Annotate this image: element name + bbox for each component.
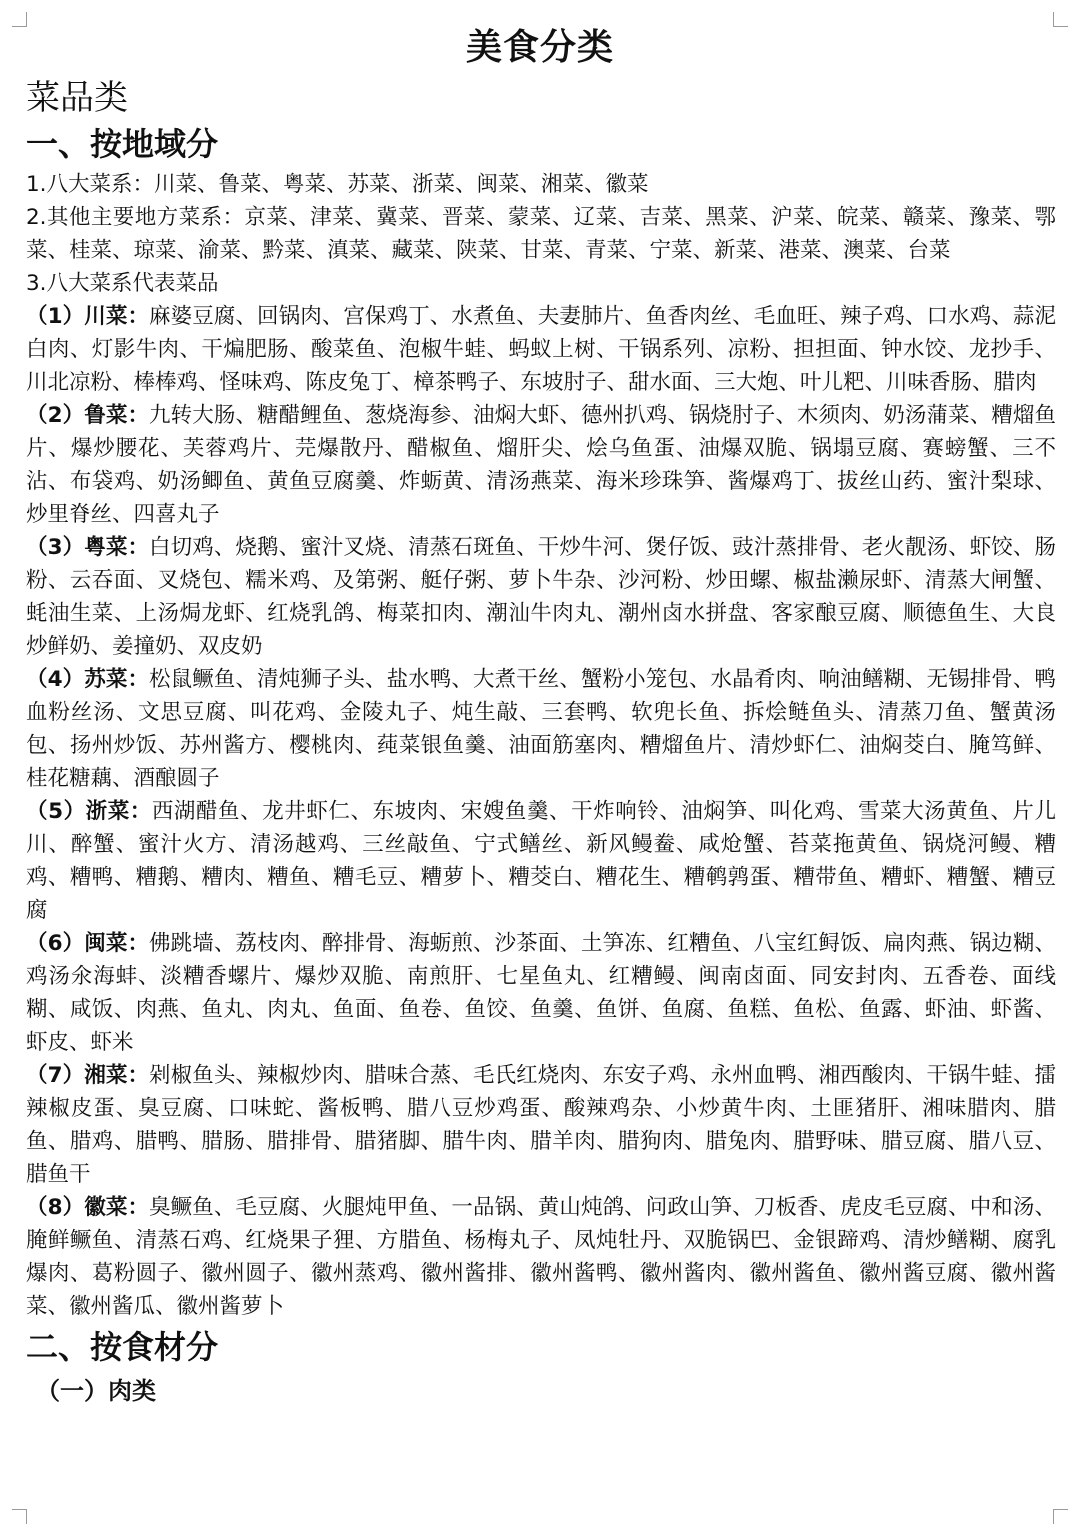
cuisine-sichuan: [26, 300, 1056, 399]
cuisine-dishes: 臭鳜鱼、毛豆腐、火腿炖甲鱼、一品锅、黄山炖鸽、问政山笋、刀板香、虎皮毛豆腐、中和汤、腌鲜鳜鱼、清蒸石鸡、红烧果子狸、方腊鱼、杨梅丸子、凤炖牡丹、双脆锅巴、金银蹄鸡、清炒鳝糊、腐乳爆肉、葛粉圆子、徽州圆子、徽州蒸鸡、徽州酱排、徽州酱鸭、徽州酱肉、徽州酱鱼、徽州酱豆腐、徽州酱菜、徽州酱瓜、徽州酱萝卜: [26, 1195, 1056, 1319]
cuisine-dishes: 麻婆豆腐、回锅肉、宫保鸡丁、水煮鱼、夫妻肺片、鱼香肉丝、毛血旺、辣子鸡、口水鸡、蒜泥白肉、灯影牛肉、干煸肥肠、酸菜鱼、泡椒牛蛙、蚂蚁上树、干锅系列、凉粉、担担面、钟水饺、龙抄手、川北凉粉、棒棒鸡、怪味鸡、陈皮兔丁、樟茶鸭子、东坡肘子、甜水面、三大炮、叶儿粑、川味香肠、腊肉: [26, 304, 1056, 395]
list-item-eight-cuisines: 1.八大菜系：川菜、鲁菜、粤菜、苏菜、浙菜、闽菜、湘菜、徽菜: [26, 172, 649, 197]
crop-mark-bottom-right: [1053, 1509, 1068, 1524]
cuisine-name: （5）浙菜：: [26, 799, 152, 824]
cuisine-name: （2）鲁菜：: [26, 403, 150, 428]
list-item-representative-dishes: 3.八大菜系代表菜品: [26, 271, 219, 296]
cuisine-jiangsu: [26, 663, 1056, 795]
category-heading: 菜品类: [26, 78, 128, 118]
list-item-other-cuisines: 2.其他主要地方菜系：京菜、津菜、冀菜、晋菜、蒙菜、辽菜、吉菜、黑菜、沪菜、皖菜、赣菜、豫菜、鄂菜、桂菜、琼菜、渝菜、黔菜、滇菜、藏菜、陕菜、甘菜、青菜、宁菜、新菜、港菜、澳菜、台菜: [26, 205, 1056, 263]
cuisine-dishes: 白切鸡、烧鹅、蜜汁叉烧、清蒸石斑鱼、干炒牛河、煲仔饭、豉汁蒸排骨、老火靓汤、虾饺、肠粉、云吞面、叉烧包、糯米鸡、及第粥、艇仔粥、萝卜牛杂、沙河粉、炒田螺、椒盐濑尿虾、清蒸大闸蟹、蚝油生菜、上汤焗龙虾、红烧乳鸽、梅菜扣肉、潮汕牛肉丸、潮州卤水拼盘、客家酿豆腐、顺德鱼生、大良炒鲜奶、姜撞奶、双皮奶: [26, 535, 1056, 659]
cuisine-zhejiang: [26, 795, 1056, 927]
cuisine-fujian: [26, 927, 1056, 1059]
cuisine-hunan: [26, 1059, 1056, 1191]
section-heading-region: 一、按地域分: [26, 125, 219, 163]
cuisine-dishes: 佛跳墙、荔枝肉、醉排骨、海蛎煎、沙茶面、土笋冻、红糟鱼、八宝红鲟饭、扁肉燕、锅边糊、鸡汤氽海蚌、淡糟香螺片、爆炒双脆、南煎肝、七星鱼丸、红糟鳗、闽南卤面、同安封肉、五香卷、面线糊、咸饭、肉燕、鱼丸、肉丸、鱼面、鱼卷、鱼饺、鱼羹、鱼饼、鱼腐、鱼糕、鱼松、鱼露、虾油、虾酱、虾皮、虾米: [26, 931, 1056, 1055]
cuisine-name: （6）闽菜：: [26, 931, 150, 956]
cuisine-name: （7）湘菜：: [26, 1063, 150, 1088]
cuisine-dishes: 九转大肠、糖醋鲤鱼、葱烧海参、油焖大虾、德州扒鸡、锅烧肘子、木须肉、奶汤蒲菜、糟熘鱼片、爆炒腰花、芙蓉鸡片、芫爆散丹、醋椒鱼、熘肝尖、烩乌鱼蛋、油爆双脆、锅塌豆腐、赛螃蟹、三不沾、布袋鸡、奶汤鲫鱼、黄鱼豆腐羹、炸蛎黄、清汤燕菜、海米珍珠笋、酱爆鸡丁、拔丝山药、蜜汁梨球、炒里脊丝、四喜丸子: [26, 403, 1056, 527]
document-title: 美食分类: [465, 27, 614, 68]
cuisine-name: （3）粤菜：: [26, 535, 150, 560]
cuisine-shandong: [26, 399, 1056, 531]
section-heading-ingredient: 二、按食材分: [26, 1328, 219, 1366]
cuisine-dishes: 剁椒鱼头、辣椒炒肉、腊味合蒸、毛氏红烧肉、东安子鸡、永州血鸭、湘西酸肉、干锅牛蛙、擂辣椒皮蛋、臭豆腐、口味蛇、酱板鸭、腊八豆炒鸡蛋、酸辣鸡杂、小炒黄牛肉、土匪猪肝、湘味腊肉、腊鱼、腊鸡、腊鸭、腊肠、腊排骨、腊猪脚、腊牛肉、腊羊肉、腊狗肉、腊兔肉、腊野味、腊豆腐、腊八豆、腊鱼干: [26, 1063, 1056, 1187]
cuisine-cantonese: [26, 531, 1056, 663]
subsection-heading-meat: （一）肉类: [36, 1377, 156, 1405]
document-body: [26, 76, 1056, 1411]
cuisine-anhui: [26, 1191, 1056, 1323]
cuisine-dishes: 西湖醋鱼、龙井虾仁、东坡肉、宋嫂鱼羹、干炸响铃、油焖笋、叫化鸡、雪菜大汤黄鱼、片儿川、醉蟹、蜜汁火方、清汤越鸡、三丝敲鱼、宁式鳝丝、新风鳗鲞、咸炝蟹、苔菜拖黄鱼、锅烧河鳗、糟鸡、糟鸭、糟鹅、糟肉、糟鱼、糟毛豆、糟萝卜、糟茭白、糟花生、糟鹌鹑蛋、糟带鱼、糟虾、糟蟹、糟豆腐: [26, 799, 1056, 923]
crop-mark-bottom-left: [12, 1509, 27, 1524]
cuisine-name: （8）徽菜：: [26, 1195, 150, 1220]
cuisine-dishes: 松鼠鳜鱼、清炖狮子头、盐水鸭、大煮干丝、蟹粉小笼包、水晶肴肉、响油鳝糊、无锡排骨、鸭血粉丝汤、文思豆腐、叫花鸡、金陵丸子、炖生敲、三套鸭、软兜长鱼、拆烩鲢鱼头、清蒸刀鱼、蟹黄汤包、扬州炒饭、苏州酱方、樱桃肉、莼菜银鱼羹、油面筋塞肉、糟熘鱼片、清炒虾仁、油焖茭白、腌笃鲜、桂花糖藕、酒酿圆子: [26, 667, 1056, 791]
cuisine-name: （4）苏菜：: [26, 667, 150, 692]
cuisine-name: （1）川菜：: [26, 304, 150, 329]
